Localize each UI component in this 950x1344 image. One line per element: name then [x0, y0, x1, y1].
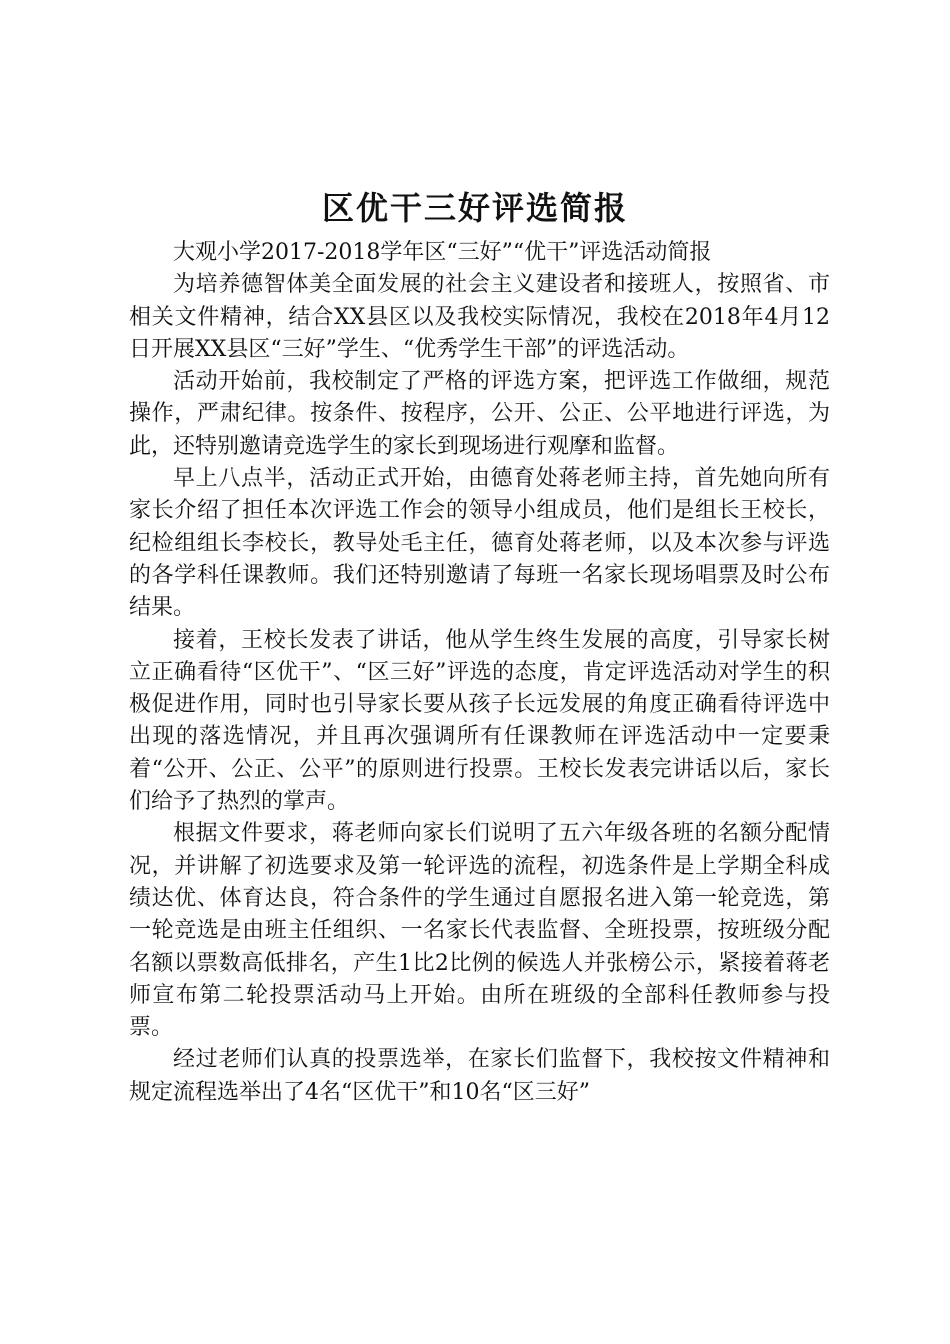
- paragraph-purpose: 为培养德智体美全面发展的社会主义建设者和接班人，按照省、市相关文件精神，结合XX县区以及我校实际情况，我校在2018年4月12日开展XX县区“三好”学生、“优秀学生干部”的评选活动。: [129, 272, 830, 362]
- paragraph-speech: 接着，王校长发表了讲话，他从学生终生发展的高度，引导家长树立正确看待“区优干”、“区三好”评选的态度，肯定评选活动对学生的积极促进作用，同时也引导家长要从孩子长远发展的角度正确看待评选中出现的落选情况，并且再次强调所有任课教师在评选活动中一定要秉着“公开、公正、公平”的原则进行投票。王校长发表完讲话以后，家长们给予了热烈的掌声。: [129, 627, 830, 815]
- paragraph-result: 经过老师们认真的投票选举，在家长们监督下，我校按文件精神和规定流程选举出了4名“区优干”和10名“区三好”: [129, 1047, 830, 1105]
- paragraph-subtitle: 大观小学2017-2018学年区“三好”“优干”评选活动简报: [173, 240, 712, 265]
- document-title: 区优干三好评选简报: [321, 189, 628, 227]
- paragraph-process: 根据文件要求，蒋老师向家长们说明了五六年级各班的名额分配情况，并讲解了初选要求及第一轮评选的流程，初选条件是上学期全科成绩达优、体育达良，符合条件的学生通过自愿报名进入第一轮竞选，第一轮竞选是由班主任组织、一名家长代表监督、全班投票，按班级分配名额以票数高低排名，产生1比2比例的候选人并张榜公示，紧接着蒋老师宣布第二轮投票活动马上开始。由所在班级的全部科任教师参与投票。: [129, 821, 830, 1041]
- paragraph-preparation: 活动开始前，我校制定了严格的评选方案，把评选工作做细，规范操作，严肃纪律。按条件、按程序，公开、公正、公平地进行评选，为此，还特别邀请竞选学生的家长到现场进行观摩和监督。: [129, 369, 830, 459]
- document-body: [129, 237, 830, 1109]
- paragraph-opening: 早上八点半，活动正式开始，由德育处蒋老师主持，首先她向所有家长介绍了担任本次评选工作会的领导小组成员，他们是组长王校长，纪检组组长李校长，教导处毛主任，德育处蒋老师，以及本次参与评选的各学科任课教师。我们还特别邀请了每班一名家长现场唱票及时公布结果。: [129, 466, 830, 621]
